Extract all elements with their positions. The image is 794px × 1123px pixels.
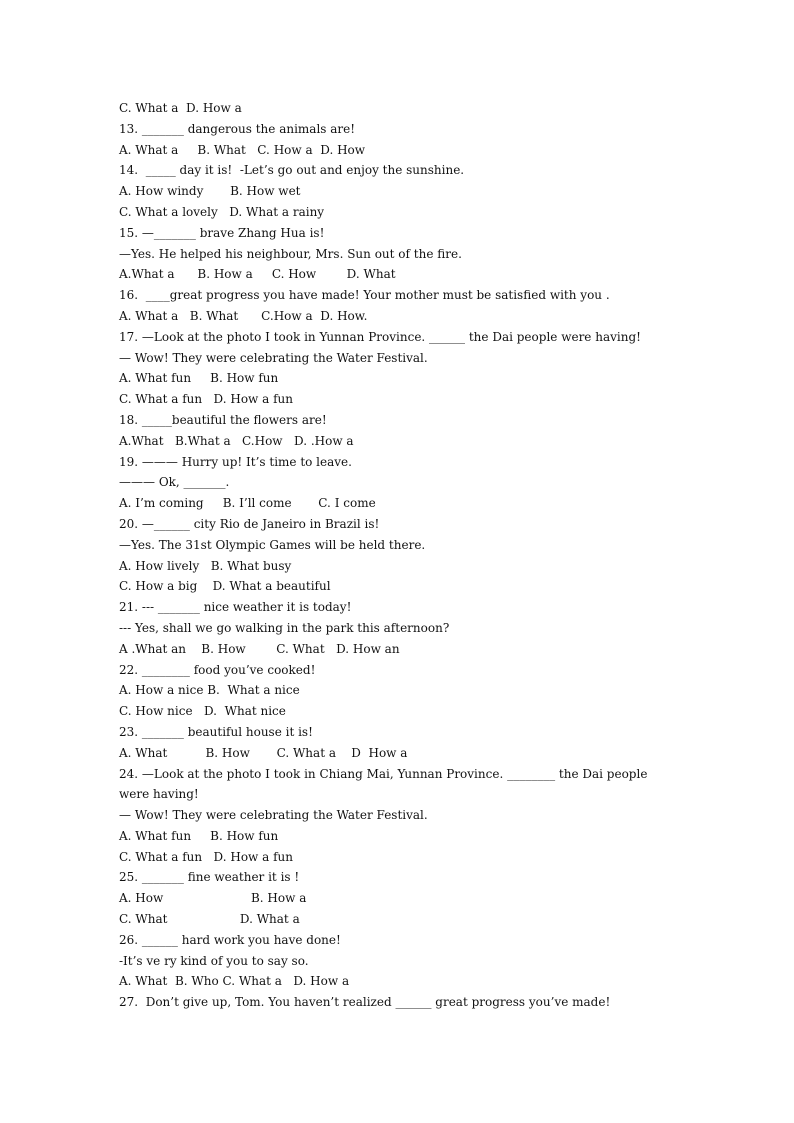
text-line: 24. —Look at the photo I took in Chiang Mai, Yunnan Province. ________ the Dai people bbox=[119, 766, 648, 781]
text-line: A. What a B. What C.How a D. How. bbox=[119, 308, 368, 323]
text-line: -It’s ve ry kind of you to say so. bbox=[119, 953, 309, 968]
text-line: ——— Ok, _______. bbox=[119, 475, 230, 490]
text-line: —Yes. He helped his neighbour, Mrs. Sun out of the fire. bbox=[119, 246, 462, 261]
text-line: —Yes. The 31st Olympic Games will be held there. bbox=[119, 537, 426, 552]
text-line: A.What B.What a C.How D. .How a bbox=[119, 433, 354, 448]
text-line: A. What fun B. How fun bbox=[119, 371, 279, 386]
text-line: A. What a B. What C. How a D. How bbox=[119, 142, 366, 157]
text-line: — Wow! They were celebrating the Water Festival. bbox=[119, 350, 428, 365]
text-line: 20. —______ city Rio de Janeiro in Brazil is! bbox=[119, 516, 380, 531]
text-line: 17. —Look at the photo I took in Yunnan Province. ______ the Dai people were having! bbox=[119, 329, 641, 344]
text-line: C. What D. What a bbox=[119, 912, 300, 927]
text-line: 16. ____great progress you have made! Your mother must be satisfied with you . bbox=[119, 288, 610, 303]
text-line: 15. —_______ brave Zhang Hua is! bbox=[119, 225, 325, 240]
text-line: C. What a lovely D. What a rainy bbox=[119, 204, 325, 219]
text-line: A. What B. How C. What a D How a bbox=[119, 745, 408, 760]
text-line: C. What a D. How a bbox=[119, 101, 242, 115]
text-line: 22. ________ food you’ve cooked! bbox=[119, 662, 316, 677]
text-line: A. How lively B. What busy bbox=[119, 558, 292, 573]
text-line: were having! bbox=[119, 787, 199, 802]
text-line: 18. _____beautiful the flowers are! bbox=[119, 412, 327, 427]
text-line: 21. --- _______ nice weather it is today! bbox=[119, 600, 352, 615]
text-line: A. How B. How a bbox=[119, 891, 307, 906]
text-line: C. How a big D. What a beautiful bbox=[119, 579, 331, 594]
text-line: 13. _______ dangerous the animals are! bbox=[119, 121, 356, 136]
text-line: A. How windy B. How wet bbox=[119, 184, 301, 199]
text-line: C. What a fun D. How a fun bbox=[119, 849, 294, 864]
text-line: 26. ______ hard work you have done! bbox=[119, 932, 341, 947]
text-line: A. I’m coming B. I’ll come C. I come bbox=[119, 496, 376, 511]
text-line: A. How a nice B. What a nice bbox=[119, 683, 300, 698]
text-line: 25. _______ fine weather it is ! bbox=[119, 870, 300, 885]
text-line: C. What a fun D. How a fun bbox=[119, 392, 294, 407]
text-line: 19. ——— Hurry up! It’s time to leave. bbox=[119, 454, 352, 469]
text-line: 27. Don’t give up, Tom. You haven’t realized ______ great progress you’ve made! bbox=[119, 995, 611, 1010]
text-line: A. What B. Who C. What a D. How a bbox=[119, 974, 350, 989]
document-body bbox=[119, 98, 679, 1013]
text-line: C. How nice D. What nice bbox=[119, 704, 286, 719]
text-line: A .What an B. How C. What D. How an bbox=[119, 641, 400, 656]
text-line: A. What fun B. How fun bbox=[119, 828, 279, 843]
text-line: — Wow! They were celebrating the Water Festival. bbox=[119, 808, 428, 823]
text-line: 23. _______ beautiful house it is! bbox=[119, 724, 313, 739]
text-line: A.What a B. How a C. How D. What bbox=[119, 267, 396, 282]
text-line: --- Yes, shall we go walking in the park this afternoon? bbox=[119, 620, 450, 635]
text-line: 14. _____ day it is! -Let’s go out and enjoy the sunshine. bbox=[119, 163, 465, 178]
